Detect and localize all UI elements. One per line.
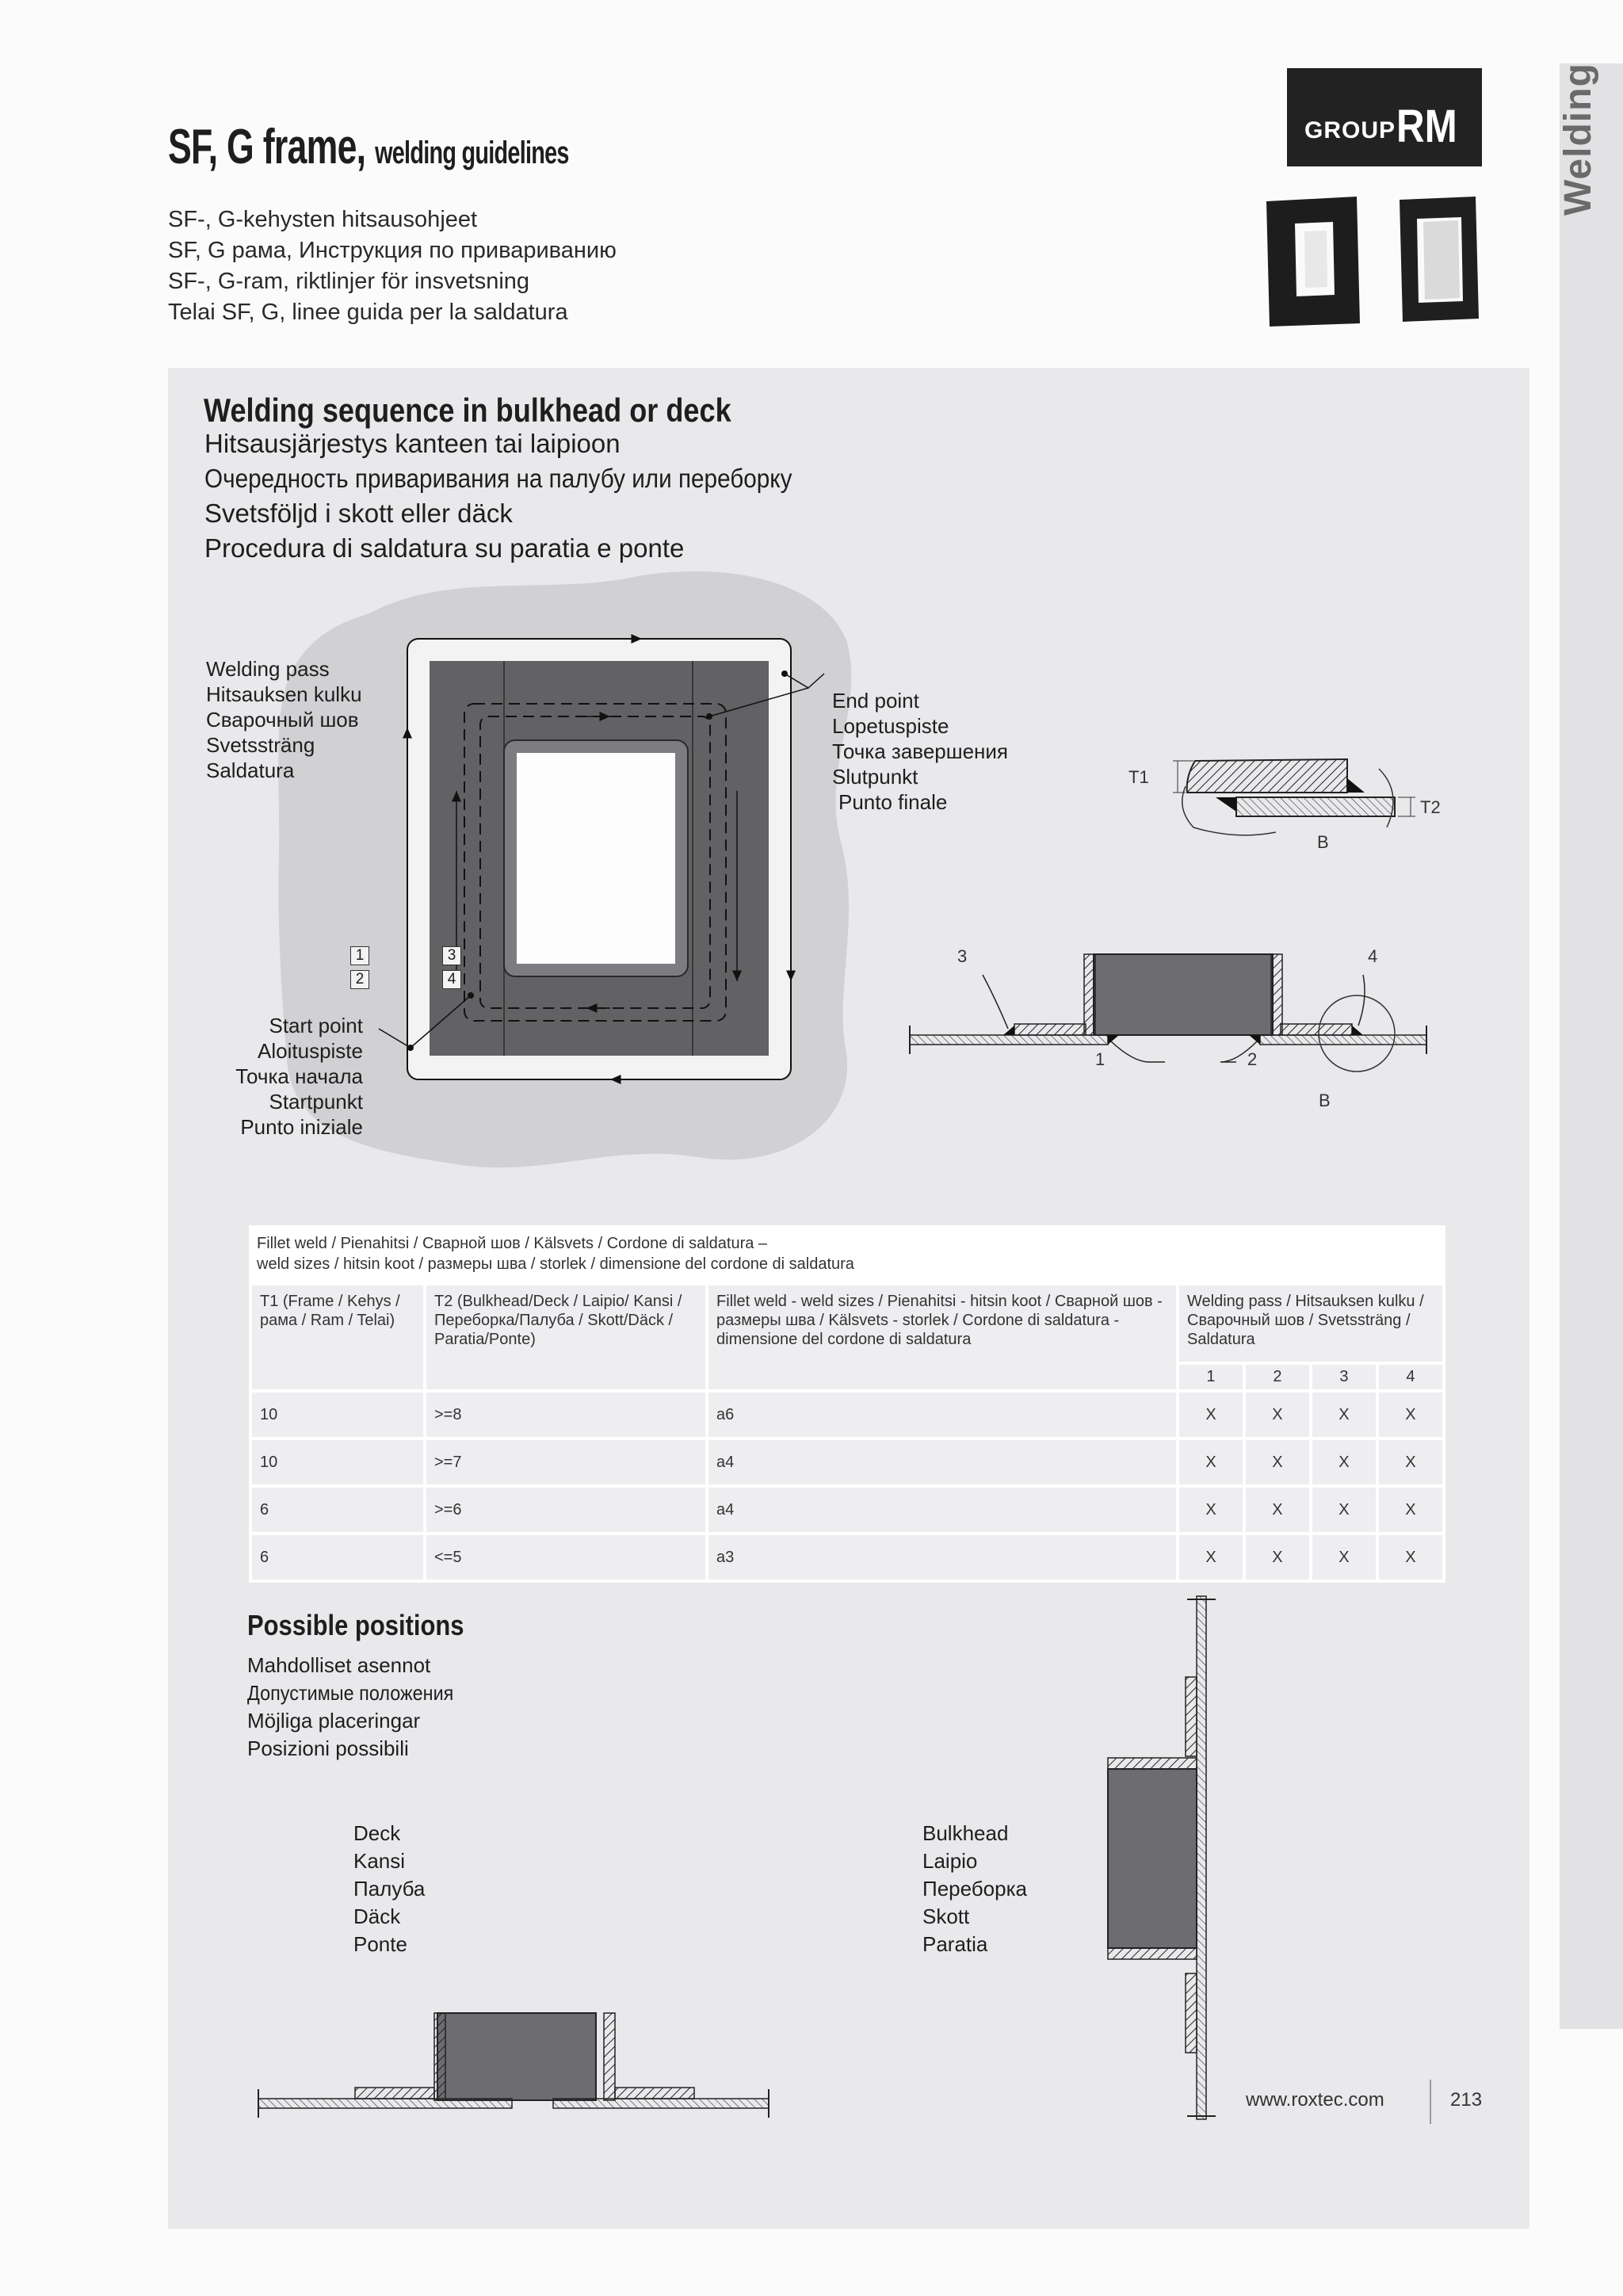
header-welding-pass: Welding pass / Hitsauksen kulku / Сварочный шов / Svetssträng / Saldatura xyxy=(1179,1286,1442,1362)
section-frame-left-wall xyxy=(1084,954,1095,1035)
cell-mark: X xyxy=(1312,1535,1376,1580)
cell-size: a4 xyxy=(708,1488,1176,1532)
bulkhead-it: Paratia xyxy=(922,1932,988,1956)
start-point-sv: Startpunkt xyxy=(269,1090,363,1114)
table-caption-l1-prefix: Fillet weld / xyxy=(257,1235,341,1252)
table-row xyxy=(252,1440,1442,1484)
cell-mark: X xyxy=(1179,1535,1243,1580)
section-label-2: 2 xyxy=(1247,1049,1258,1069)
cell-mark: X xyxy=(1246,1535,1309,1580)
sequence-trans-sv: Svetsföljd i skott eller däck xyxy=(204,499,513,528)
section-frame-right-wall xyxy=(1271,954,1282,1035)
cell-mark: X xyxy=(1312,1440,1376,1484)
table-caption-l2-prefix: weld sizes / xyxy=(257,1255,343,1273)
cell-t1: 10 xyxy=(252,1392,423,1437)
start-point-ru: Точка начала xyxy=(235,1064,363,1088)
deck-ru: Палуба xyxy=(353,1877,426,1901)
deck-sv: Däck xyxy=(353,1904,401,1928)
cell-t1: 6 xyxy=(252,1535,423,1580)
detail-t2-label: T2 xyxy=(1420,797,1441,817)
welding-pass-label xyxy=(206,656,362,783)
header-pass-3: 3 xyxy=(1312,1365,1376,1389)
section-translations-positions xyxy=(247,1652,476,1763)
cell-size: a3 xyxy=(708,1535,1176,1580)
header-fillet: Fillet weld - weld sizes / Pienahitsi - hitsin koot / Сварной шов - размеры шва / Kälsvets - storlek / Cordone di saldatura - dimensione del cordone di saldatura xyxy=(708,1286,1176,1389)
start-point-label xyxy=(190,1013,363,1140)
section-title-positions: Possible positions xyxy=(247,1609,464,1641)
detail-weld-1 xyxy=(1216,797,1236,812)
cell-t2: <=5 xyxy=(426,1535,705,1580)
g-frame-photo xyxy=(1400,197,1479,322)
table-row xyxy=(252,1392,1442,1437)
cell-mark: X xyxy=(1179,1440,1243,1484)
welding-pass-ru: Сварочный шов xyxy=(206,708,359,732)
end-point-label xyxy=(832,688,1008,815)
section-label-4: 4 xyxy=(1368,946,1378,966)
page-subtitles xyxy=(168,204,617,328)
welding-pass-en: Welding pass xyxy=(206,657,330,681)
pass-number-1: 1 xyxy=(350,946,369,965)
end-point-sv: Slutpunkt xyxy=(832,765,918,789)
start-point-fi: Aloituspiste xyxy=(258,1039,363,1063)
positions-trans-it: Posizioni possibili xyxy=(247,1736,409,1760)
page-title xyxy=(168,119,569,175)
end-point-en: End point xyxy=(832,689,919,712)
end-point-ru: Точка завершения xyxy=(832,739,1009,763)
frame-product-photos xyxy=(1260,190,1490,333)
header-pass-1: 1 xyxy=(1179,1365,1243,1389)
bulkhead-en: Bulkhead xyxy=(922,1821,1009,1845)
frame-opening xyxy=(517,753,675,964)
fillet-weld-table xyxy=(249,1225,1445,1583)
deck-fi: Kansi xyxy=(353,1849,406,1873)
deck-it: Ponte xyxy=(353,1932,407,1956)
sequence-trans-ru: Очередность приваривания на палубу или переборку xyxy=(204,464,792,493)
footer-url[interactable]: www.roxtec.com xyxy=(1246,2089,1384,2111)
cell-mark: X xyxy=(1312,1392,1376,1437)
table-caption xyxy=(252,1228,1442,1282)
cell-mark: X xyxy=(1379,1488,1442,1532)
pass-number-3: 3 xyxy=(442,946,461,965)
detail-b-diagram xyxy=(1117,745,1450,856)
subtitle-fi: SF-, G-kehysten hitsausohjeet xyxy=(168,207,478,232)
cell-t2: >=7 xyxy=(426,1440,705,1484)
cell-mark: X xyxy=(1179,1392,1243,1437)
side-tab xyxy=(1560,63,1623,2029)
detail-b-label: B xyxy=(1317,832,1329,852)
bulkhead-ru: Переборка xyxy=(922,1877,1027,1901)
header-t2: T2 (Bulkhead/Deck / Laipio/ Kansi / Переборка/Палуба / Skott/Däck / Paratia/Ponte) xyxy=(426,1286,705,1389)
subtitle-sv: SF-, G-ram, riktlinjer för insvetsning xyxy=(168,269,530,294)
section-frame-body xyxy=(1094,954,1273,1035)
group-rm-logo xyxy=(1287,68,1482,166)
detail-frame-section xyxy=(1187,759,1347,793)
page-number: 213 xyxy=(1450,2089,1483,2111)
table-caption-l1: Pienahitsi / Сварной шов / Kälsvets / Cordone di saldatura – xyxy=(340,1235,768,1252)
positions-trans-fi: Mahdolliset asennot xyxy=(247,1653,431,1677)
detail-weld-2 xyxy=(1347,778,1365,793)
cell-t1: 6 xyxy=(252,1488,423,1532)
cell-mark: X xyxy=(1246,1488,1309,1532)
section-cross-diagram xyxy=(903,943,1434,1086)
section-title-sequence: Welding sequence in bulkhead or deck xyxy=(204,392,731,429)
section-plate-left xyxy=(910,1035,1108,1045)
page-title-main: SF, G frame, xyxy=(168,120,366,174)
header-t1: T1 (Frame / Kehys / рама / Ram / Telai) xyxy=(252,1286,423,1389)
cell-mark: X xyxy=(1246,1392,1309,1437)
section-label-3: 3 xyxy=(957,946,968,966)
cell-t2: >=6 xyxy=(426,1488,705,1532)
welding-pass-it: Saldatura xyxy=(206,758,295,782)
logo-group-text: GROUP xyxy=(1304,117,1396,143)
cell-mark: X xyxy=(1312,1488,1376,1532)
side-label-welding: Welding xyxy=(1557,63,1599,216)
start-point-it: Punto iniziale xyxy=(240,1115,363,1139)
header-pass-2: 2 xyxy=(1246,1365,1309,1389)
section-plate-right xyxy=(1260,1035,1426,1045)
deck-position-diagram xyxy=(252,2005,775,2124)
subtitle-it: Telai SF, G, linee guida per la saldatura xyxy=(168,300,568,325)
cell-t2: >=8 xyxy=(426,1392,705,1437)
start-point-en: Start point xyxy=(269,1014,363,1037)
footer-separator xyxy=(1430,2080,1431,2124)
section-flange-left xyxy=(1014,1024,1086,1035)
section-label-b: B xyxy=(1319,1091,1331,1110)
bulkhead-label xyxy=(922,1820,1027,1958)
table-caption-l2: hitsin koot / размеры шва / storlek / dimensione del cordone di saldatura xyxy=(342,1255,854,1273)
cell-mark: X xyxy=(1379,1535,1442,1580)
subtitle-ru: SF, G рама, Инструкция по привариванию xyxy=(168,238,617,263)
detail-t1-label: T1 xyxy=(1128,767,1149,787)
section-translations-sequence xyxy=(204,426,857,566)
header-pass-4: 4 xyxy=(1379,1365,1442,1389)
sf-frame-photo xyxy=(1266,197,1360,327)
welding-pass-sv: Svetssträng xyxy=(206,733,315,757)
sequence-trans-fi: Hitsausjärjestys kanteen tai laipioon xyxy=(204,429,621,458)
cell-mark: X xyxy=(1379,1440,1442,1484)
end-point-fi: Lopetuspiste xyxy=(832,714,949,738)
table-row xyxy=(252,1535,1442,1580)
cell-t1: 10 xyxy=(252,1440,423,1484)
end-point-it: Punto finale xyxy=(838,790,948,814)
cell-size: a6 xyxy=(708,1392,1176,1437)
positions-trans-ru: Допустимые положения xyxy=(247,1681,454,1705)
detail-plate-section xyxy=(1236,797,1395,816)
logo-rm-text: RM xyxy=(1396,101,1457,152)
cell-mark: X xyxy=(1379,1392,1442,1437)
pass-number-4: 4 xyxy=(442,970,461,989)
bulkhead-fi: Laipio xyxy=(922,1849,978,1873)
positions-trans-sv: Möjliga placeringar xyxy=(247,1709,421,1733)
table-row xyxy=(252,1488,1442,1532)
welding-pass-fi: Hitsauksen kulku xyxy=(206,682,362,706)
section-label-1: 1 xyxy=(1095,1049,1106,1069)
cell-size: a4 xyxy=(708,1440,1176,1484)
cell-mark: X xyxy=(1179,1488,1243,1532)
cell-mark: X xyxy=(1246,1440,1309,1484)
sequence-trans-it: Procedura di saldatura su paratia e ponte xyxy=(204,533,685,563)
section-flange-right xyxy=(1281,1024,1352,1035)
page-title-sub: welding guidelines xyxy=(375,136,569,170)
bulkhead-sv: Skott xyxy=(922,1904,970,1928)
pass-number-2: 2 xyxy=(350,970,369,989)
deck-label xyxy=(353,1820,425,1958)
bulkhead-position-diagram xyxy=(1102,1593,1228,2124)
deck-en: Deck xyxy=(353,1821,401,1845)
